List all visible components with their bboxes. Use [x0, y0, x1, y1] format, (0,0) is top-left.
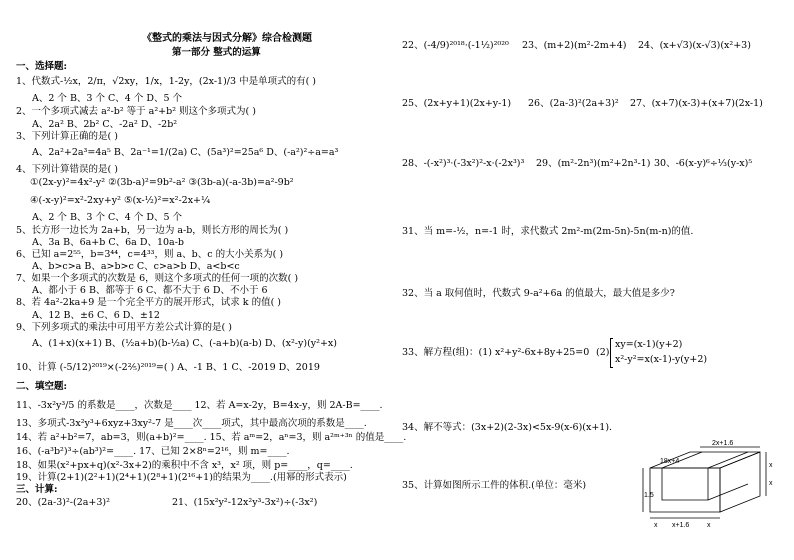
system-equation-1: xy=(x-1)(y+2) [615, 339, 683, 350]
question-28: 28、-(-x²)³·(-3x²)²-x·(-2x³)³ [402, 158, 525, 169]
question-9-options: A、(1+x)(x+1) B、(½a+b)(b-½a) C、(-a+b)(a-b) D、(x²-y)(y²+x) [32, 338, 337, 349]
question-25: 25、(2x+y+1)(2x+y-1) [402, 98, 512, 109]
workpiece-front-face [650, 468, 720, 512]
question-20: 20、(2a-3)²-(2a+3)² [16, 497, 110, 508]
question-14-15: 14、若 a²+b²=7，ab=3，则(a+b)²=____. 15、若 aᵐ=2，aⁿ=3，则 a²ᵐ⁺³ⁿ 的值是____. [16, 432, 407, 443]
question-9: 9、下列多项式的乘法中可用平方差公式计算的是( ) [16, 322, 232, 333]
question-30: 30、-6(x-y)⁶÷⅓(y-x)⁵ [654, 158, 753, 169]
question-7-options: A、都小于 6 B、都等于 6 C、都不大于 6 D、不小于 6 [32, 285, 268, 296]
figure-label-bottom-3: x [707, 522, 711, 529]
question-3: 3、下列计算正确的是( ) [16, 131, 118, 142]
question-10: 10、计算 (-5/12)²⁰¹⁹×(-2⅖)²⁰¹⁹=( ) A、-1 B、1 C、-2019 D、2019 [16, 362, 320, 373]
section-3-heading: 三、计算: [16, 484, 58, 495]
question-1-options: A、2 个 B、3 个 C、4 个 D、5 个 [32, 93, 183, 104]
question-6: 6、已知 a=2⁵⁵，b=3⁴⁴，c=4³³，则 a、b、c 的大小关系为( ) [16, 249, 284, 260]
figure-label-top: 2x+1.6 [712, 440, 734, 447]
section-2-heading: 二、填空题: [16, 381, 68, 392]
question-2: 2、一个多项式减去 a²-b² 等于 a²+b² 则这个多项式为( ) [16, 106, 256, 117]
question-21: 21、(15x²y²-12x²y³-3x²)÷(-3x²) [172, 497, 318, 508]
question-16-17: 16、(-a³b²)³÷(ab³)²=____. 17、已知 2×8ⁿ=2¹⁶，则 m=____. [16, 446, 290, 457]
question-23: 23、(m+2)(m²-2m+4) [522, 40, 627, 51]
question-1: 1、代数式-½x，2/π，√2xy，1/x，1-2y，(2x-1)/3 中是单项式的有( ) [16, 76, 316, 87]
page-title: 《整式的乘法与因式分解》综合检测题 [142, 33, 312, 44]
question-6-options: A、b>c>a B、a>b>c C、c>a>b D、a<b<c [32, 261, 240, 272]
system-equation-2: x²-y²=x(x-1)-y(y+2) [615, 354, 708, 365]
question-31: 31、当 m=-½，n=-1 时，求代数式 2m²-m(2m-5n)-5n(m-n)的值. [402, 226, 694, 237]
question-22: 22、(-4/9)²⁰¹⁸·(-1½)²⁰²⁰ [402, 40, 509, 51]
question-3-options: A、2a²+2a³=4a⁵ B、2a⁻¹=1/(2a) C、(5a³)²=25a⁶ D、(-a²)²÷a=a³ [32, 147, 339, 158]
question-11-12: 11、-3x²y³/5 的系数是____，次数是____ 12、若 A=x-2y，B=4x-y，则 2A-B=____. [16, 400, 383, 411]
question-19: 19、计算(2+1)(2²+1)(2⁴+1)(2⁸+1)(2¹⁶+1)的结果为____.(用幂的形式表示) [16, 472, 347, 483]
question-7: 7、如果一个多项式的次数是 6，则这个多项式的任何一项的次数( ) [16, 273, 299, 284]
question-4-line-2: ④(-x-y)²=x²-2xy+y² ⑤(x-½)²=x²-2x+¼ [30, 195, 211, 206]
question-8-options: A、12 B、±6 C、6 D、±12 [32, 310, 160, 321]
question-5-options: A、3a B、6a+b C、6a D、10a-b [32, 237, 184, 248]
question-5: 5、长方形一边长为 2a+b，另一边为 a-b，则长方形的周长为( ) [16, 225, 289, 236]
figure-label-side-1: x [769, 462, 773, 469]
section-1-heading: 一、选择题: [16, 61, 68, 72]
question-13: 13、多项式-3x²y³+6xyz+3xy²-7 是____次____项式，其中最高次项的系数是____. [16, 418, 367, 429]
question-32: 32、当 a 取何值时，代数式 9-a²+6a 的值最大，最大值是多少? [402, 288, 675, 299]
question-18: 18、如果(x²+px+q)(x²-3x+2)的乘积中不含 x³，x² 项，则 p=____，q=____. [16, 460, 353, 471]
question-8: 8、若 4a²-2ka+9 是一个完全平方的展开形式，试求 k 的值( ) [16, 297, 282, 308]
page-subtitle: 第一部分 整式的运算 [172, 47, 261, 58]
question-2-options: A、2a² B、2b² C、-2a² D、-2b² [32, 119, 178, 130]
figure-label-length: 18x+4 [660, 458, 680, 465]
question-26: 26、(2a-3)²(2a+3)² [528, 98, 619, 109]
figure-label-side-2: x [769, 480, 773, 487]
question-4: 4、下列计算错误的是( ) [16, 164, 118, 175]
question-33: 33、解方程(组)：(1) x²+y²-6x+8y+25=0 [402, 347, 590, 358]
question-29: 29、(m²-2n³)(m²+2n³-1) [536, 158, 651, 169]
question-33-part-2-label: (2) [596, 347, 610, 358]
workpiece-groove [662, 468, 708, 500]
question-4-line-1: ①(2x-y)²=4x²-y² ②(3b-a)²=9b²-a² ③(3b-a)(-a-3b)=a²-9b² [30, 177, 294, 188]
figure-label-height: 1.5 [644, 492, 654, 499]
question-4-options: A、2 个 B、3 个 C、4 个 D、5 个 [32, 212, 183, 223]
figure-label-bottom-2: x+1.6 [672, 522, 690, 529]
question-27: 27、(x+7)(x-3)+(x+7)(2x-1) [630, 98, 763, 109]
question-34: 34、解不等式：(3x+2)(2-3x)<5x-9(x-6)(x+1). [402, 422, 613, 433]
question-35: 35、计算如图所示工件的体积.(单位：毫米) [402, 480, 587, 491]
figure-label-bottom-1: x [654, 522, 658, 529]
question-24: 24、(x+√3)(x-√3)(x²+3) [638, 40, 751, 51]
